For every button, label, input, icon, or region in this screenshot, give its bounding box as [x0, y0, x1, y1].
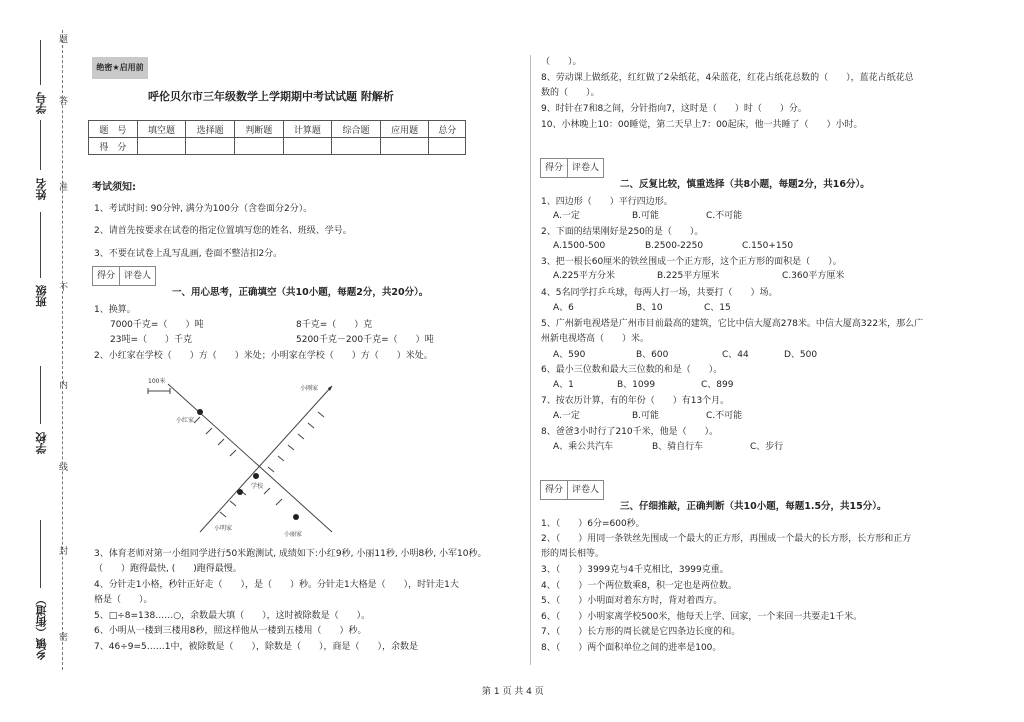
map-label-xiaogang: 小刚家	[300, 385, 319, 392]
page-footer: 第 1 页 共 4 页	[482, 687, 544, 697]
r-question-cont: （ ）。	[541, 57, 582, 67]
map-point-xiaohong	[197, 409, 203, 415]
s2-option[interactable]: A.225平方分米	[553, 271, 616, 281]
section-2-title: 二、反复比较，慎重选择（共8小题，每题2分，共16分）。	[620, 179, 870, 190]
binding-field-town	[40, 520, 41, 588]
score-table-input-cell[interactable]	[283, 138, 332, 155]
page-title: 呼伦贝尔市三年级数学上学期期中考试试题 附解析	[148, 90, 394, 103]
s1-question: 7、46÷9=5……1中，被除数是（ ），除数是（ ），商是（ ），余数是	[94, 642, 418, 652]
s1-question: 5、□÷8=138……○，余数最大填（ ），这时被除数是（ ）。	[94, 611, 371, 621]
s3-item: 4、（ ）一个两位数乘8，积一定也是两位数。	[541, 581, 737, 591]
s2-option[interactable]: A、1	[553, 380, 574, 390]
s3-item: 3、（ ）3999克与4千克相比，3999克重。	[541, 565, 729, 575]
s2-option[interactable]: A、590	[553, 350, 586, 360]
score-table-cell: 判断题	[234, 121, 283, 138]
binding-field-student-id	[40, 40, 41, 85]
r-question: 10、小林晚上10：00睡觉，第二天早上7：00起床，他一共睡了（ ）小时。	[541, 120, 863, 130]
s2-question: 5、广州新电视塔是广州市目前最高的建筑，它比中信大厦高278米。中信大厦高322米，那么广	[541, 319, 924, 329]
notice-item: 1、考试时间: 90分钟, 满分为100分（含卷面分2分）。	[94, 204, 313, 214]
s1-question-cont: （ ）跑得最快, ( )跑得最慢。	[94, 564, 242, 574]
r-question: 8、劳动课上做纸花，红红做了2朵纸花，4朵蓝花，红花占纸花总数的（ ），蓝花占纸花总	[541, 73, 914, 83]
s2-option[interactable]: A、乘公共汽车	[553, 442, 614, 452]
s3-item: 7、（ ）长方形的周长就是它四条边长度的和。	[541, 627, 741, 637]
scorer-box-1	[92, 266, 156, 286]
s1-subquestion: 23吨=（ ）千克	[110, 335, 192, 345]
binding-label-school: 学校	[35, 432, 48, 454]
s2-question: 2、下面的结果刚好是250的是（ ）。	[541, 227, 704, 237]
s1-question: 4、分针走1小格，秒针正好走（ ），是（ ）秒。分针走1大格是（ ），时针走1大	[94, 580, 459, 590]
s1-question: 1、换算。	[94, 305, 136, 315]
map-point-xiaoli	[293, 514, 299, 520]
score-table-input-cell[interactable]	[380, 138, 429, 155]
notice-item: 3、不要在试卷上乱写乱画, 卷面不整洁扣2分。	[94, 249, 283, 259]
binding-char-feng: 封	[57, 546, 67, 556]
binding-char-xian: 线	[57, 462, 67, 472]
column-divider	[530, 55, 531, 665]
binding-label-town: 乡镇（街道）	[35, 594, 48, 660]
scorer-label-score: 得分	[541, 159, 568, 177]
score-table-input-cell[interactable]	[137, 138, 186, 155]
r-question: 9、时针在7和8之间，分针指向7，这时是（ ）时（ ）分。	[541, 104, 807, 114]
score-table-input-cell[interactable]	[429, 138, 466, 155]
binding-char-zhun: 准	[57, 182, 67, 192]
binding-field-class	[40, 212, 41, 278]
score-table-input-cell[interactable]	[332, 138, 381, 155]
s2-question: 1、四边形（ ）平行四边形。	[541, 197, 673, 207]
score-table-cell: 综合题	[332, 121, 381, 138]
s2-option[interactable]: B、骑自行车	[652, 442, 704, 452]
s2-question: 3、把一根长60厘米的铁丝围成一个正方形，这个正方形的面积是（ ）。	[541, 257, 842, 267]
binding-char-bu: 不	[57, 282, 67, 292]
s2-option[interactable]: B.可能	[632, 411, 660, 421]
s2-option[interactable]: C.不可能	[706, 411, 743, 421]
score-table-cell: 应用题	[380, 121, 429, 138]
score-table-score-row	[89, 138, 466, 155]
score-table-input-cell[interactable]	[186, 138, 235, 155]
scorer-label-grader: 评卷人	[572, 163, 600, 173]
s1-question: 2、小红家在学校（ ）方（ ）米处；小明家在学校（ ）方（ ）米处。	[94, 351, 433, 361]
map-label-xiaoli: 小丽家	[284, 531, 303, 538]
s2-option[interactable]: A、6	[553, 303, 574, 313]
s2-question: 8、爸爸3小时行了210千米，他是（ ）。	[541, 427, 719, 437]
s3-item: 2、（ ）用同一条铁丝先围成一个最大的正方形，再围成一个最大的长方形，长方形和正方	[541, 534, 912, 544]
binding-field-school	[40, 366, 41, 424]
map-figure	[140, 372, 370, 542]
s1-subquestion: 7000千克=（ ）吨	[110, 320, 204, 330]
score-table-cell: 题 号	[89, 121, 138, 138]
binding-char-ti: 题	[57, 34, 67, 44]
s2-option[interactable]: B、600	[636, 350, 669, 360]
section-3-title: 三、仔细推敲，正确判断（共10小题，每题1.5分，共15分）。	[620, 501, 887, 512]
map-point-xiaoming	[237, 489, 243, 495]
s1-question: 3、体育老师对第一小组同学进行50米跑测试, 成绩如下:小红9秒, 小丽11秒, 小明8秒, 小军10秒。	[94, 549, 487, 559]
s2-option[interactable]: C、44	[722, 350, 749, 360]
binding-char-nei: 内	[57, 380, 67, 390]
s1-question: 6、小明从一楼到三楼用8秒，照这样他从一楼到五楼用（ ）秒。	[94, 626, 367, 636]
r-question-cont: 数的（ ）。	[541, 88, 600, 98]
s3-item: 1、（ ）6分=600秒。	[541, 519, 645, 529]
map-point-school	[253, 473, 259, 479]
s2-option[interactable]: C.150+150	[742, 241, 794, 251]
binding-label-class: 班级	[35, 285, 48, 307]
s3-item: 8、（ ）两个面积单位之间的进率是100。	[541, 643, 722, 653]
scorer-label-grader: 评卷人	[572, 485, 600, 495]
scorer-label-score: 得分	[93, 267, 120, 285]
s2-option[interactable]: C.不可能	[706, 211, 743, 221]
s2-option[interactable]: B.225平方厘米	[657, 271, 720, 281]
binding-label-student-id: 学号	[35, 92, 48, 114]
s2-option[interactable]: A.一定	[553, 411, 580, 421]
s2-option[interactable]: A.1500-500	[553, 241, 606, 251]
s2-question: 6、最小三位数和最大三位数的和是（ ）。	[541, 365, 723, 375]
s3-item-cont: 形的周长相等。	[541, 549, 605, 559]
s2-option[interactable]: B.可能	[632, 211, 660, 221]
binding-field-name	[40, 120, 41, 170]
s2-option[interactable]: B.2500-2250	[645, 241, 704, 251]
score-table-cell: 计算题	[283, 121, 332, 138]
map-label-school: 学校	[251, 483, 264, 490]
score-table-cell: 总分	[429, 121, 466, 138]
s1-question-cont: 格是（ ）。	[94, 595, 153, 605]
secret-stamp-text: 绝密★启用前	[96, 63, 144, 72]
scorer-box-3	[540, 480, 604, 500]
map-label-xiaohong: 小红家	[176, 417, 195, 424]
notice-title: 考试须知:	[92, 182, 136, 193]
s1-subquestion: 5200千克－200千克=（ ）吨	[296, 335, 434, 345]
binding-char-mi: 密	[57, 632, 67, 642]
scorer-label-grader: 评卷人	[124, 271, 152, 281]
score-table-header-row	[89, 121, 466, 138]
s2-question: 7、按农历计算，有的年份（ ）有13个月。	[541, 396, 730, 406]
s2-option[interactable]: C、步行	[750, 442, 784, 452]
s2-question-cont: 州新电视塔高（ ）米。	[541, 334, 650, 344]
section-1-title: 一、用心思考，正确填空（共10小题，每题2分，共20分）。	[172, 287, 429, 298]
map-scale-label: 100米	[148, 378, 166, 385]
score-table	[88, 120, 466, 155]
s2-option[interactable]: B、1099	[617, 380, 656, 390]
s3-item: 5、（ ）小明面对着东方时，背对着西方。	[541, 596, 723, 606]
score-table-input-cell[interactable]	[234, 138, 283, 155]
s2-option[interactable]: C.360平方厘米	[782, 271, 845, 281]
s2-option[interactable]: C、899	[701, 380, 734, 390]
s2-option[interactable]: B、10	[636, 303, 663, 313]
binding-label-name: 姓名	[35, 178, 48, 200]
s2-question: 4、5名同学打乒乓球，每两人打一场，共要打（ ）场。	[541, 288, 778, 298]
s2-option[interactable]: D、500	[784, 350, 818, 360]
notice-item: 2、请首先按要求在试卷的指定位置填写您的姓名、班级、学号。	[94, 226, 352, 236]
score-table-cell: 得 分	[89, 138, 138, 155]
s2-option[interactable]: C、15	[704, 303, 731, 313]
scorer-box-2	[540, 158, 604, 178]
score-table-cell: 选择题	[186, 121, 235, 138]
binding-dashed-line	[62, 30, 63, 670]
s1-subquestion: 8千克=（ ）克	[296, 320, 373, 330]
score-table-cell: 填空题	[137, 121, 186, 138]
binding-char-da: 答	[57, 96, 67, 106]
secret-stamp	[92, 57, 148, 79]
s3-item: 6、（ ）小明家离学校500米，他每天上学、回家，一个来回一共要走1千米。	[541, 612, 863, 622]
scorer-label-score: 得分	[541, 481, 568, 499]
s2-option[interactable]: A.一定	[553, 211, 580, 221]
map-label-xiaoming: 小明家	[214, 525, 233, 532]
